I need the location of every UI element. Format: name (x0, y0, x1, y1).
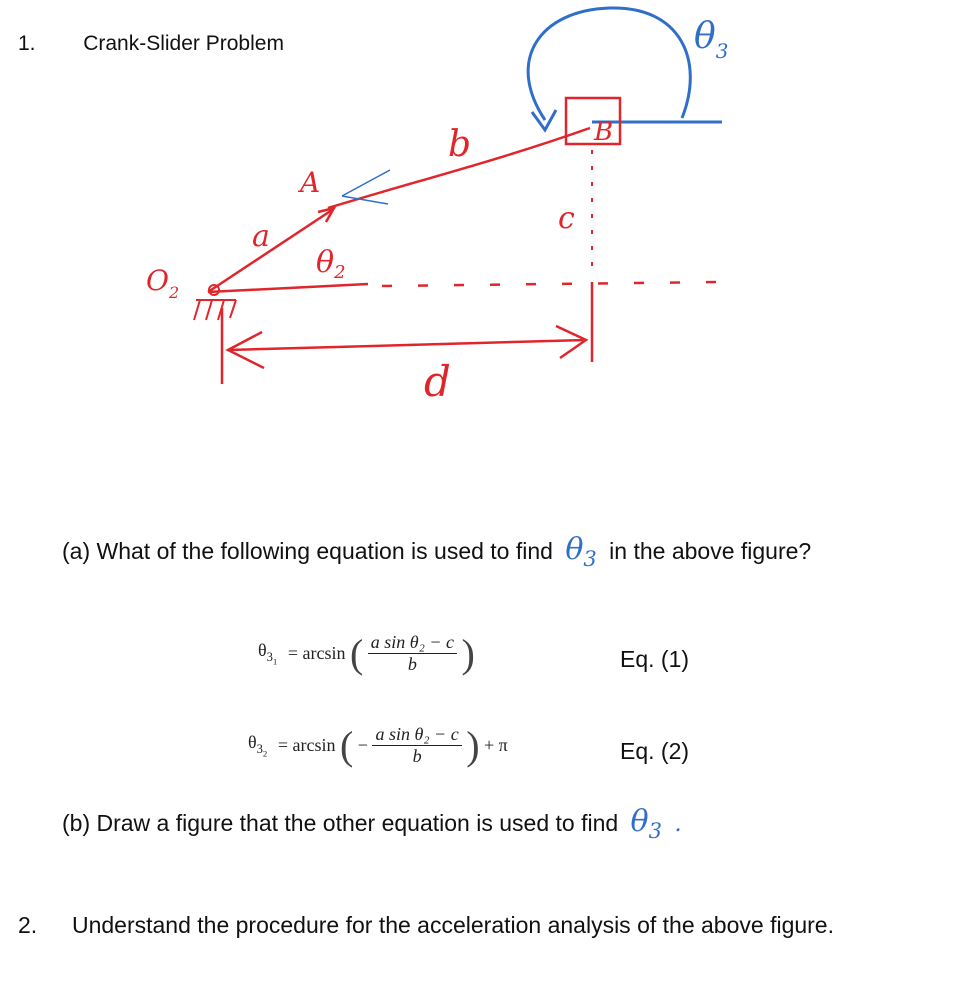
problem-1-title: Crank-Slider Problem (83, 32, 284, 55)
eq1-arcsin: = arcsin (287, 643, 346, 663)
crank-slider-diagram (0, 0, 960, 460)
eq2-minus: − (357, 735, 368, 755)
eq2-open-paren: ( (339, 723, 354, 768)
eq2-denominator: b (412, 746, 422, 766)
eq1-lhs: $\theta_{3_1}$ (258, 640, 278, 667)
label-c: c (558, 201, 575, 236)
label-o2: $O_2$ (146, 264, 180, 302)
eq1-open-paren: ( (349, 631, 364, 676)
problem-2 (18, 912, 834, 939)
label-theta3-top: $\theta_3$ (694, 16, 729, 63)
eq2-numerator: a sin θ₂ − c (372, 724, 461, 746)
theta3-arc (528, 8, 690, 120)
dim-d-right-arrow (556, 326, 586, 358)
eq1-numerator: a sin θ₂ − c (368, 632, 457, 654)
part-b-theta3-symbol: $\theta_3$ (630, 804, 662, 843)
part-b-prefix: (b) Draw a figure that the other equation is used to find (62, 810, 619, 836)
label-A: A (300, 166, 321, 199)
label-b: b (448, 124, 472, 165)
eq2-fraction (372, 724, 461, 767)
link-a (208, 210, 332, 292)
label-B: B (594, 117, 614, 147)
problem-2-text: Understand the procedure for the acceleration analysis of the above figure. (71, 912, 834, 938)
dim-d-line (228, 340, 586, 350)
part-a-prefix: (a) What of the following equation is used to find (62, 538, 553, 564)
eq2-tag: Eq. (2) (620, 738, 690, 764)
eq2-lhs: $\theta_{3_2}$ (248, 732, 268, 759)
label-theta2: $\theta_2$ (316, 245, 346, 283)
part-b-end-dot: . (674, 811, 682, 837)
eq2-close-paren: ) (466, 723, 480, 768)
eq1-close-paren: ) (461, 631, 475, 676)
part-a-suffix: in the above figure? (609, 538, 812, 564)
part-a-question (62, 532, 811, 571)
problem-2-number: 2. (18, 912, 38, 938)
eq2-plus-pi: + π (484, 735, 508, 755)
crank-base-line (208, 284, 368, 292)
equation-1 (258, 630, 475, 677)
eq1-tag: Eq. (1) (620, 646, 690, 672)
problem-1-number: 1. (18, 32, 36, 55)
label-d: d (424, 357, 451, 406)
dashed-ground-line (382, 282, 720, 286)
eq1-fraction (368, 632, 457, 675)
eq1-denominator: b (407, 654, 417, 674)
eq2-arcsin: = arcsin (277, 735, 336, 755)
equation-2 (248, 722, 508, 769)
part-b-question (62, 804, 682, 843)
ground-hatch (194, 300, 236, 320)
label-a: a (252, 219, 270, 254)
part-a-theta3-symbol: $\theta_3$ (565, 532, 597, 571)
